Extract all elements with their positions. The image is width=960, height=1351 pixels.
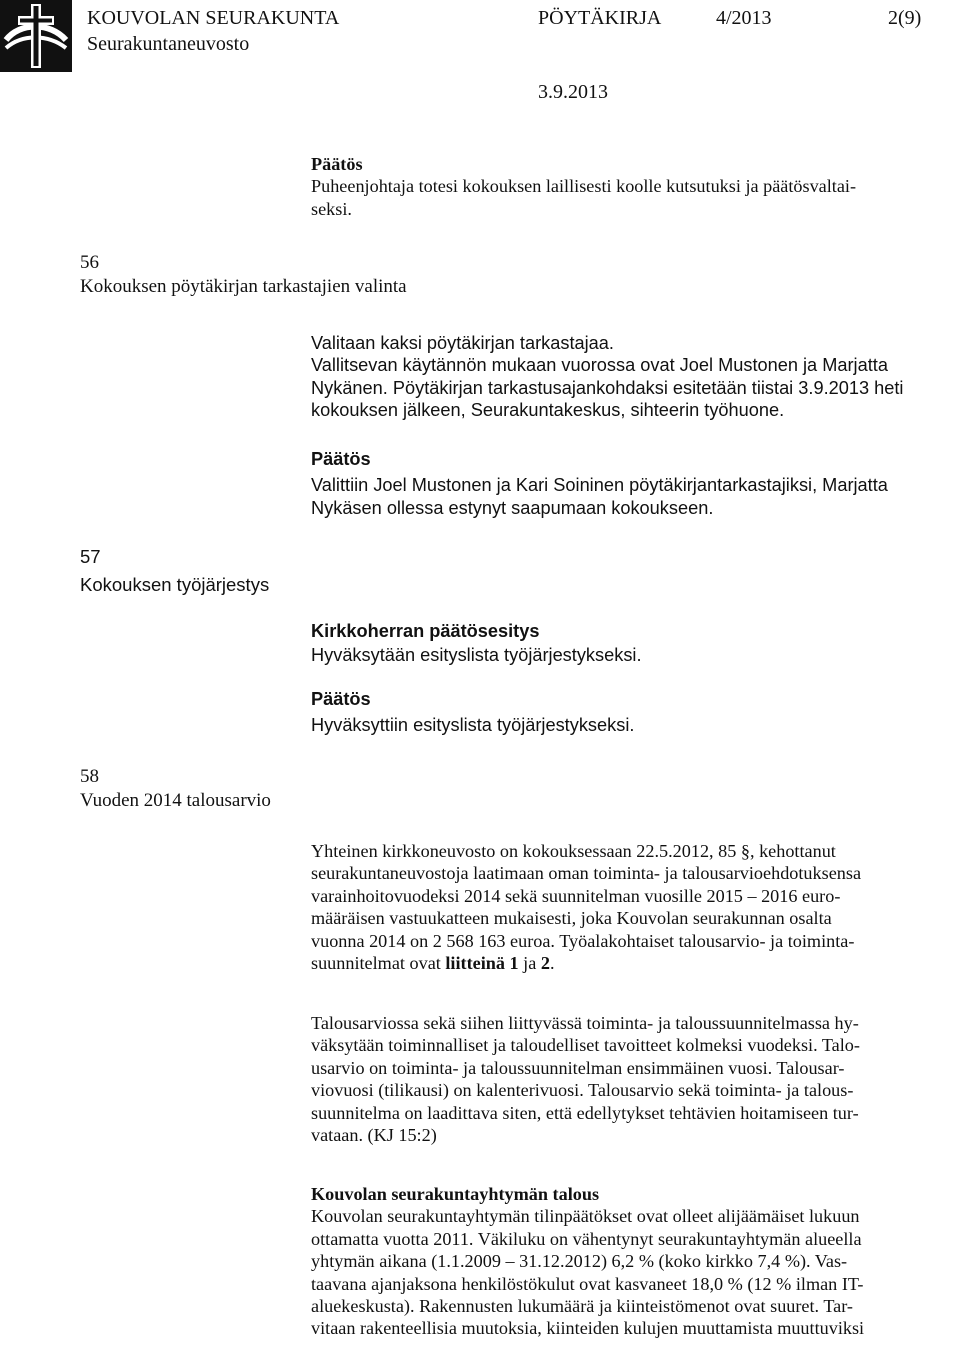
s57-number: 57: [80, 546, 101, 567]
s58-paragraph-2: [311, 1012, 956, 1146]
s58-p2-line: Talousarviossa sekä siihen liittyvässä toiminta- ja taloussuunnitelmassa hy-: [311, 1013, 859, 1033]
s58-p3-line: aluekeskusta). Rakennusten lukumäärä ja kiinteistömenot ovat suuret. Tar-: [311, 1296, 853, 1317]
s58-p2-line: väksytään toiminnalliset ja taloudelliset tavoitteet kolmeksi vuodeksi. Talo-: [311, 1035, 860, 1056]
attachment-ref-1: liitteinä 1: [445, 953, 519, 974]
s56-decision-line: Nykäsen ollessa estynyt saapumaan kokoukseen.: [311, 497, 714, 518]
s58-p2-line: suunnitelma on laadittava siten, että edellytykset tehtävien hoitamiseen tur-: [311, 1102, 859, 1123]
s58-title: Vuoden 2014 talousarvio: [80, 790, 271, 811]
s58-p3-line: taavana ajanjaksona henkilöstökulut ovat kasvaneet 18,0 % (12 % ilman IT-: [311, 1273, 864, 1294]
s58-paragraph-3: [311, 1183, 956, 1340]
s58-p1-line: Yhteinen kirkkoneuvosto on kokouksessaan 22.5.2012, 85 §, kehottanut: [311, 841, 836, 861]
s58-p3-line: ottamatta vuotta 2011. Väkiluku on vähentynyt seurakuntayhtymän alueella: [311, 1228, 862, 1249]
s58-p1-line: määräisen vastuukatteen mukaisesti, joka Kouvolan seurakunnan osalta: [311, 908, 832, 929]
document-number: 4/2013: [716, 7, 772, 29]
s56-proposal-line: Vallitsevan käytännön mukaan vuorossa ovat Joel Mustonen ja Marjatta: [311, 355, 888, 376]
s58-subheading: Kouvolan seurakuntayhtymän talous: [311, 1184, 600, 1204]
s58-p1-line: varainhoitovuodeksi 2014 sekä suunnitelman vuosille 2015 – 2016 euro-: [311, 885, 841, 906]
s56-proposal-line: Valitaan kaksi pöytäkirjan tarkastajaa.: [311, 333, 614, 353]
s58-paragraph-1: [311, 840, 956, 974]
s58-number: 58: [80, 766, 99, 787]
s57-proposal-text: Hyväksytään esityslista työjärjestykseksi.: [311, 645, 642, 666]
s56-proposal-line: kokouksen jälkeen, Seurakuntakeskus, sihteerin työhuone.: [311, 400, 785, 421]
s58-p1-last-mid: ja: [518, 953, 541, 974]
s57-title: Kokouksen työjärjestys: [80, 574, 270, 595]
s56-number: 56: [80, 252, 99, 273]
s58-p1-last-suffix: .: [549, 953, 555, 974]
cross-logo-icon: [0, 0, 72, 72]
s56-decision: [311, 448, 951, 519]
s57-proposal-heading: Kirkkoherran päätösesitys: [311, 621, 540, 641]
meeting-date: 3.9.2013: [538, 81, 608, 103]
org-name: KOUVOLAN SEURAKUNTA: [87, 7, 340, 29]
attachment-ref-2: 2: [540, 953, 550, 974]
s56-title: Kokouksen pöytäkirjan tarkastajien valinta: [80, 276, 407, 297]
s58-p1-line: seurakuntaneuvostoja laatimaan oman toiminta- ja talousarvioehdotuksensa: [311, 863, 862, 884]
s58-p3-line: yhtymän aikana (1.1.2009 – 31.12.2012) 6,2 % (koko kirkko 7,4 %). Vas-: [311, 1251, 848, 1272]
s56-decision-heading: Päätös: [311, 449, 371, 469]
s57-left: [80, 545, 269, 597]
s58-p1-last-line: [311, 952, 956, 974]
s55-decision-line: seksi.: [311, 198, 352, 219]
page-number: 2(9): [888, 7, 922, 29]
document-type: PÖYTÄKIRJA: [538, 7, 662, 29]
s56-decision-line: Valittiin Joel Mustonen ja Kari Soininen pöytäkirjantarkastajiksi, Marjatta: [311, 475, 888, 496]
s57-proposal: [311, 620, 951, 667]
s55-decision-heading: Päätös: [311, 154, 363, 174]
s58-p1-line: vuonna 2014 on 2 568 163 euroa. Työalakohtaiset talousarvio- ja toiminta-: [311, 930, 855, 951]
s58-p3-line: Kouvolan seurakuntayhtymän tilinpäätökset ovat olleet alijäämäiset lukuun: [311, 1206, 860, 1227]
s58-p2-line: viovuosi (tilikausi) on kalenterivuosi. Talousarvio sekä toiminta- ja talous-: [311, 1080, 854, 1101]
s58-p2-line: vataan. (KJ 15:2): [311, 1125, 437, 1146]
s58-left: [80, 765, 271, 813]
s56-proposal-line: Nykänen. Pöytäkirjan tarkastusajankohdaksi esitetään tiistai 3.9.2013 heti: [311, 377, 904, 398]
s58-p2-line: usarvio on toiminta- ja taloussuunnitelman ensimmäinen vuosi. Talousar-: [311, 1057, 845, 1078]
s55-decision-line: Puheenjohtaja totesi kokouksen laillisesti koolle kutsutuksi ja päätösvaltai-: [311, 176, 857, 197]
s57-decision-text: Hyväksyttiin esityslista työjärjestykseksi.: [311, 715, 635, 736]
s57-decision: [311, 688, 951, 737]
meeting-body: Seurakuntaneuvosto: [87, 33, 250, 55]
s57-decision-heading: Päätös: [311, 689, 371, 709]
s56-left: [80, 251, 407, 299]
parish-logo: [0, 0, 72, 72]
s58-p3-line: vitaan rakenteellisia muutoksia, kiinteiden kulujen muuttamista muuttuviksi: [311, 1318, 865, 1339]
s55-decision: [311, 153, 951, 220]
s56-proposal: [311, 332, 951, 422]
s58-p1-last-prefix: suunnitelmat ovat: [311, 953, 446, 974]
